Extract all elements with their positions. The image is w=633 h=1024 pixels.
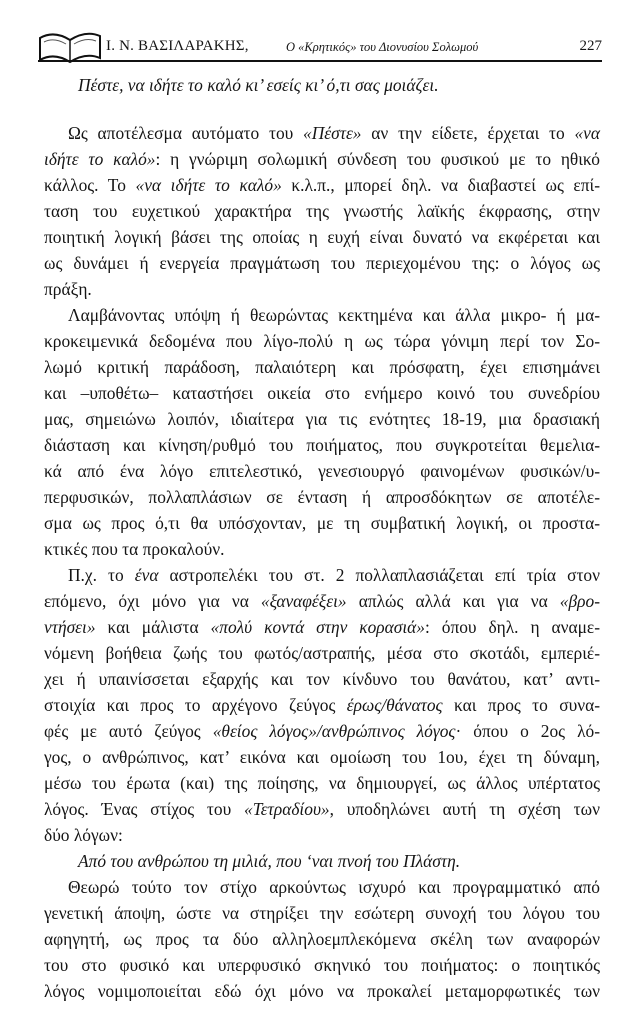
text-line (44, 640, 600, 666)
text-line (44, 120, 600, 146)
italic-text: «βρο- (559, 591, 600, 611)
text-segment: φές με αυτό ζεύγος (44, 721, 213, 741)
paragraph-gap (44, 98, 600, 120)
text-segment: Λαμβάνοντας υπόψη ή θεωρώντας κεκτημένα και άλλα μικρο- ή μα- (68, 305, 600, 325)
text-segment: περφυσικών, πολλαπλάσιων σε ένταση ή απροσδόκητων σε αποτέλε- (44, 487, 600, 507)
text-line (44, 328, 600, 354)
text-segment: διάσταση και κίνηση/ρυθμό του ποιήματος, που συγκροτείται θεμελια- (44, 435, 600, 455)
italic-text: ιδήτε το καλό» (44, 149, 156, 169)
text-segment: ταση του ευχετικού χαρακτήρα της γνωστής λαϊκής έκφρασης, στην (44, 201, 600, 221)
text-line (44, 900, 600, 926)
text-line (44, 770, 600, 796)
text-line (44, 978, 600, 1004)
text-line (44, 796, 600, 822)
text-segment: κτικές που τα προκαλούν. (44, 539, 225, 559)
text-segment: και προς το συνα- (442, 695, 600, 715)
text-segment: λωμό κριτική παράδοση, παλαιότερη και πρόσφατη, έχει επισημάνει (44, 357, 600, 377)
text-line (44, 198, 600, 224)
text-segment: σμα ως προς ό,τι θα υπόσχονταν, με τη συμβατική λογική, οι προστα- (44, 513, 600, 533)
text-segment: μέσω του έρωτα (και) της ποίησης, να δημιουργεί, ως άλλος υπέρτατος (44, 773, 600, 793)
text-segment: αν την είδετε, έρχεται το (361, 123, 575, 143)
italic-text: «να ιδήτε το καλό» (135, 175, 282, 195)
text-segment: αστροπελέκι του στ. 2 πολλαπλασιάζεται επί τρία στον (158, 565, 600, 585)
text-segment: και –υποθέτω– καταστήσει οικεία στο ενήμερο κοινό του συνεδρίου (44, 383, 600, 403)
text-segment: χει ή υπαινίσσεται εξαρχής και τον κίνδυνο του θανάτου, κατ’ αντι- (44, 669, 600, 689)
text-line (44, 744, 600, 770)
text-segment: νόμενη βοήθεια ζωής του φωτός/αστραπής, μέσα στο σκοτάδι, εμπεριέ- (44, 643, 600, 663)
text-segment: κά από ένα λόγο επιτελεστικό, γενεσιουργό φαινομένων φυσικών/υ- (44, 461, 600, 481)
text-line (44, 380, 600, 406)
text-segment: , υποδηλώνει αυτή τη σχέση των (329, 799, 600, 819)
text-segment: στοιχία και προς το αρχέγονο ζεύγος (44, 695, 347, 715)
text-segment: λόγος. Ένας στίχος του (44, 799, 244, 819)
italic-text: Πέστε, να ιδήτε το καλό κι’ εσείς κι’ ό,τι σας μοιάζει. (78, 75, 439, 95)
open-book-logo-icon (38, 28, 102, 64)
text-segment: Θεωρώ τούτο τον στίχο αρκούντως ισχυρό και προγραμματικό από (68, 877, 600, 897)
italic-text: «ξαναφέξει» (260, 591, 347, 611)
text-segment: · όπου ο 2ος λό- (455, 721, 601, 741)
italic-text: Από του ανθρώπου τη μιλιά, που ‘ναι πνοή του Πλάστη. (78, 851, 461, 871)
text-segment: μας, σημειώνω λοιπόν, ιδιαίτερα για τις ενότητες 18-19, μια δρασιακή (44, 409, 600, 429)
text-segment: ως δυνάμει ή ενεργεία πραγμάτωση του περιεχομένου της: ο λόγος ως (44, 253, 600, 273)
text-segment: Π.χ. το (68, 565, 135, 585)
text-segment: : όπου δηλ. η αναμε- (424, 617, 600, 637)
text-segment: : η γνώριμη σολωμική σύνδεση του φυσικού με το ηθικό (155, 149, 600, 169)
text-segment: επόμενο, όχι μόνο για να (44, 591, 261, 611)
author-name: Ι. Ν. ΒΑΣΙΛΑΡΑΚΗΣ, (106, 38, 249, 54)
page-number: 227 (579, 38, 602, 54)
text-line (44, 432, 600, 458)
text-segment: του στο φυσικό και υπερφυσικό σκηνικό του ποιήματος: ο ποιητικός (44, 955, 600, 975)
italic-text: «να (574, 123, 600, 143)
text-line (44, 666, 600, 692)
text-segment: κροκειμενικά δεδομένα που λίγο-πολύ η ως τώρα γόνιμη περί τον Σο- (44, 331, 600, 351)
text-line (44, 588, 600, 614)
text-line (44, 146, 600, 172)
text-line (44, 562, 600, 588)
text-segment: και μάλιστα (95, 617, 211, 637)
text-line (44, 614, 600, 640)
text-segment: λόγος νομιμοποιείται εδώ όχι μόνο να προκαλεί μεταμορφωτικές των (44, 981, 600, 1001)
text-segment: κάλλος. Το (44, 175, 136, 195)
text-line (44, 302, 600, 328)
text-segment: γενετική άποψη, ώστε να στηρίξει την εσώτερη συνοχή του λόγου του (44, 903, 600, 923)
text-line (44, 172, 600, 198)
running-header (38, 26, 602, 62)
text-line (44, 874, 600, 900)
body-text (44, 72, 600, 1004)
text-line (44, 692, 600, 718)
italic-text: «Πέστε» (303, 123, 362, 143)
text-line (44, 276, 600, 302)
italic-text: έρως/θάνατος (346, 695, 443, 715)
text-segment: απλώς αλλά και για να (346, 591, 560, 611)
book-title: Ο «Κρητικός» του Διονυσίου Σολωμού (286, 40, 479, 54)
text-line (44, 926, 600, 952)
text-segment: δύο λόγων: (44, 825, 123, 845)
text-line (44, 822, 600, 848)
text-segment: ποιητική λογική βάσει της οποίας η ευχή είναι δυνατό να εκφέρεται και (44, 227, 600, 247)
text-segment: πράξη. (44, 279, 92, 299)
text-line (44, 510, 600, 536)
text-segment: αφηγητή, ως προς τα δύο αλληλοεμπλεκόμενα σκέλη των αναφορών (44, 929, 600, 949)
text-line (44, 250, 600, 276)
text-line (44, 224, 600, 250)
verse-quote-line (44, 72, 600, 98)
text-line (44, 458, 600, 484)
text-line (44, 536, 600, 562)
italic-text: «θείος λόγος»/ανθρώπινος λόγος (212, 721, 456, 741)
text-line (44, 484, 600, 510)
italic-text: ένα (134, 565, 159, 585)
text-line (44, 354, 600, 380)
text-line (44, 952, 600, 978)
text-line (44, 718, 600, 744)
italic-text: «Τετραδίου» (244, 799, 330, 819)
italic-text: «πολύ κοντά στην κορασιά» (210, 617, 425, 637)
text-line (44, 406, 600, 432)
text-segment: κ.λ.π., μπορεί δηλ. να διαβαστεί ως επί- (281, 175, 600, 195)
text-segment: Ως αποτέλεσμα αυτόματο του (68, 123, 304, 143)
italic-text: ντήσει» (44, 617, 96, 637)
text-segment: γος, ο ανθρώπινος, κατ’ εικόνα και ομοίωση του 1ου, έχει τη δύναμη, (44, 747, 600, 767)
verse-quote-line (44, 848, 600, 874)
header-rule (38, 60, 602, 62)
